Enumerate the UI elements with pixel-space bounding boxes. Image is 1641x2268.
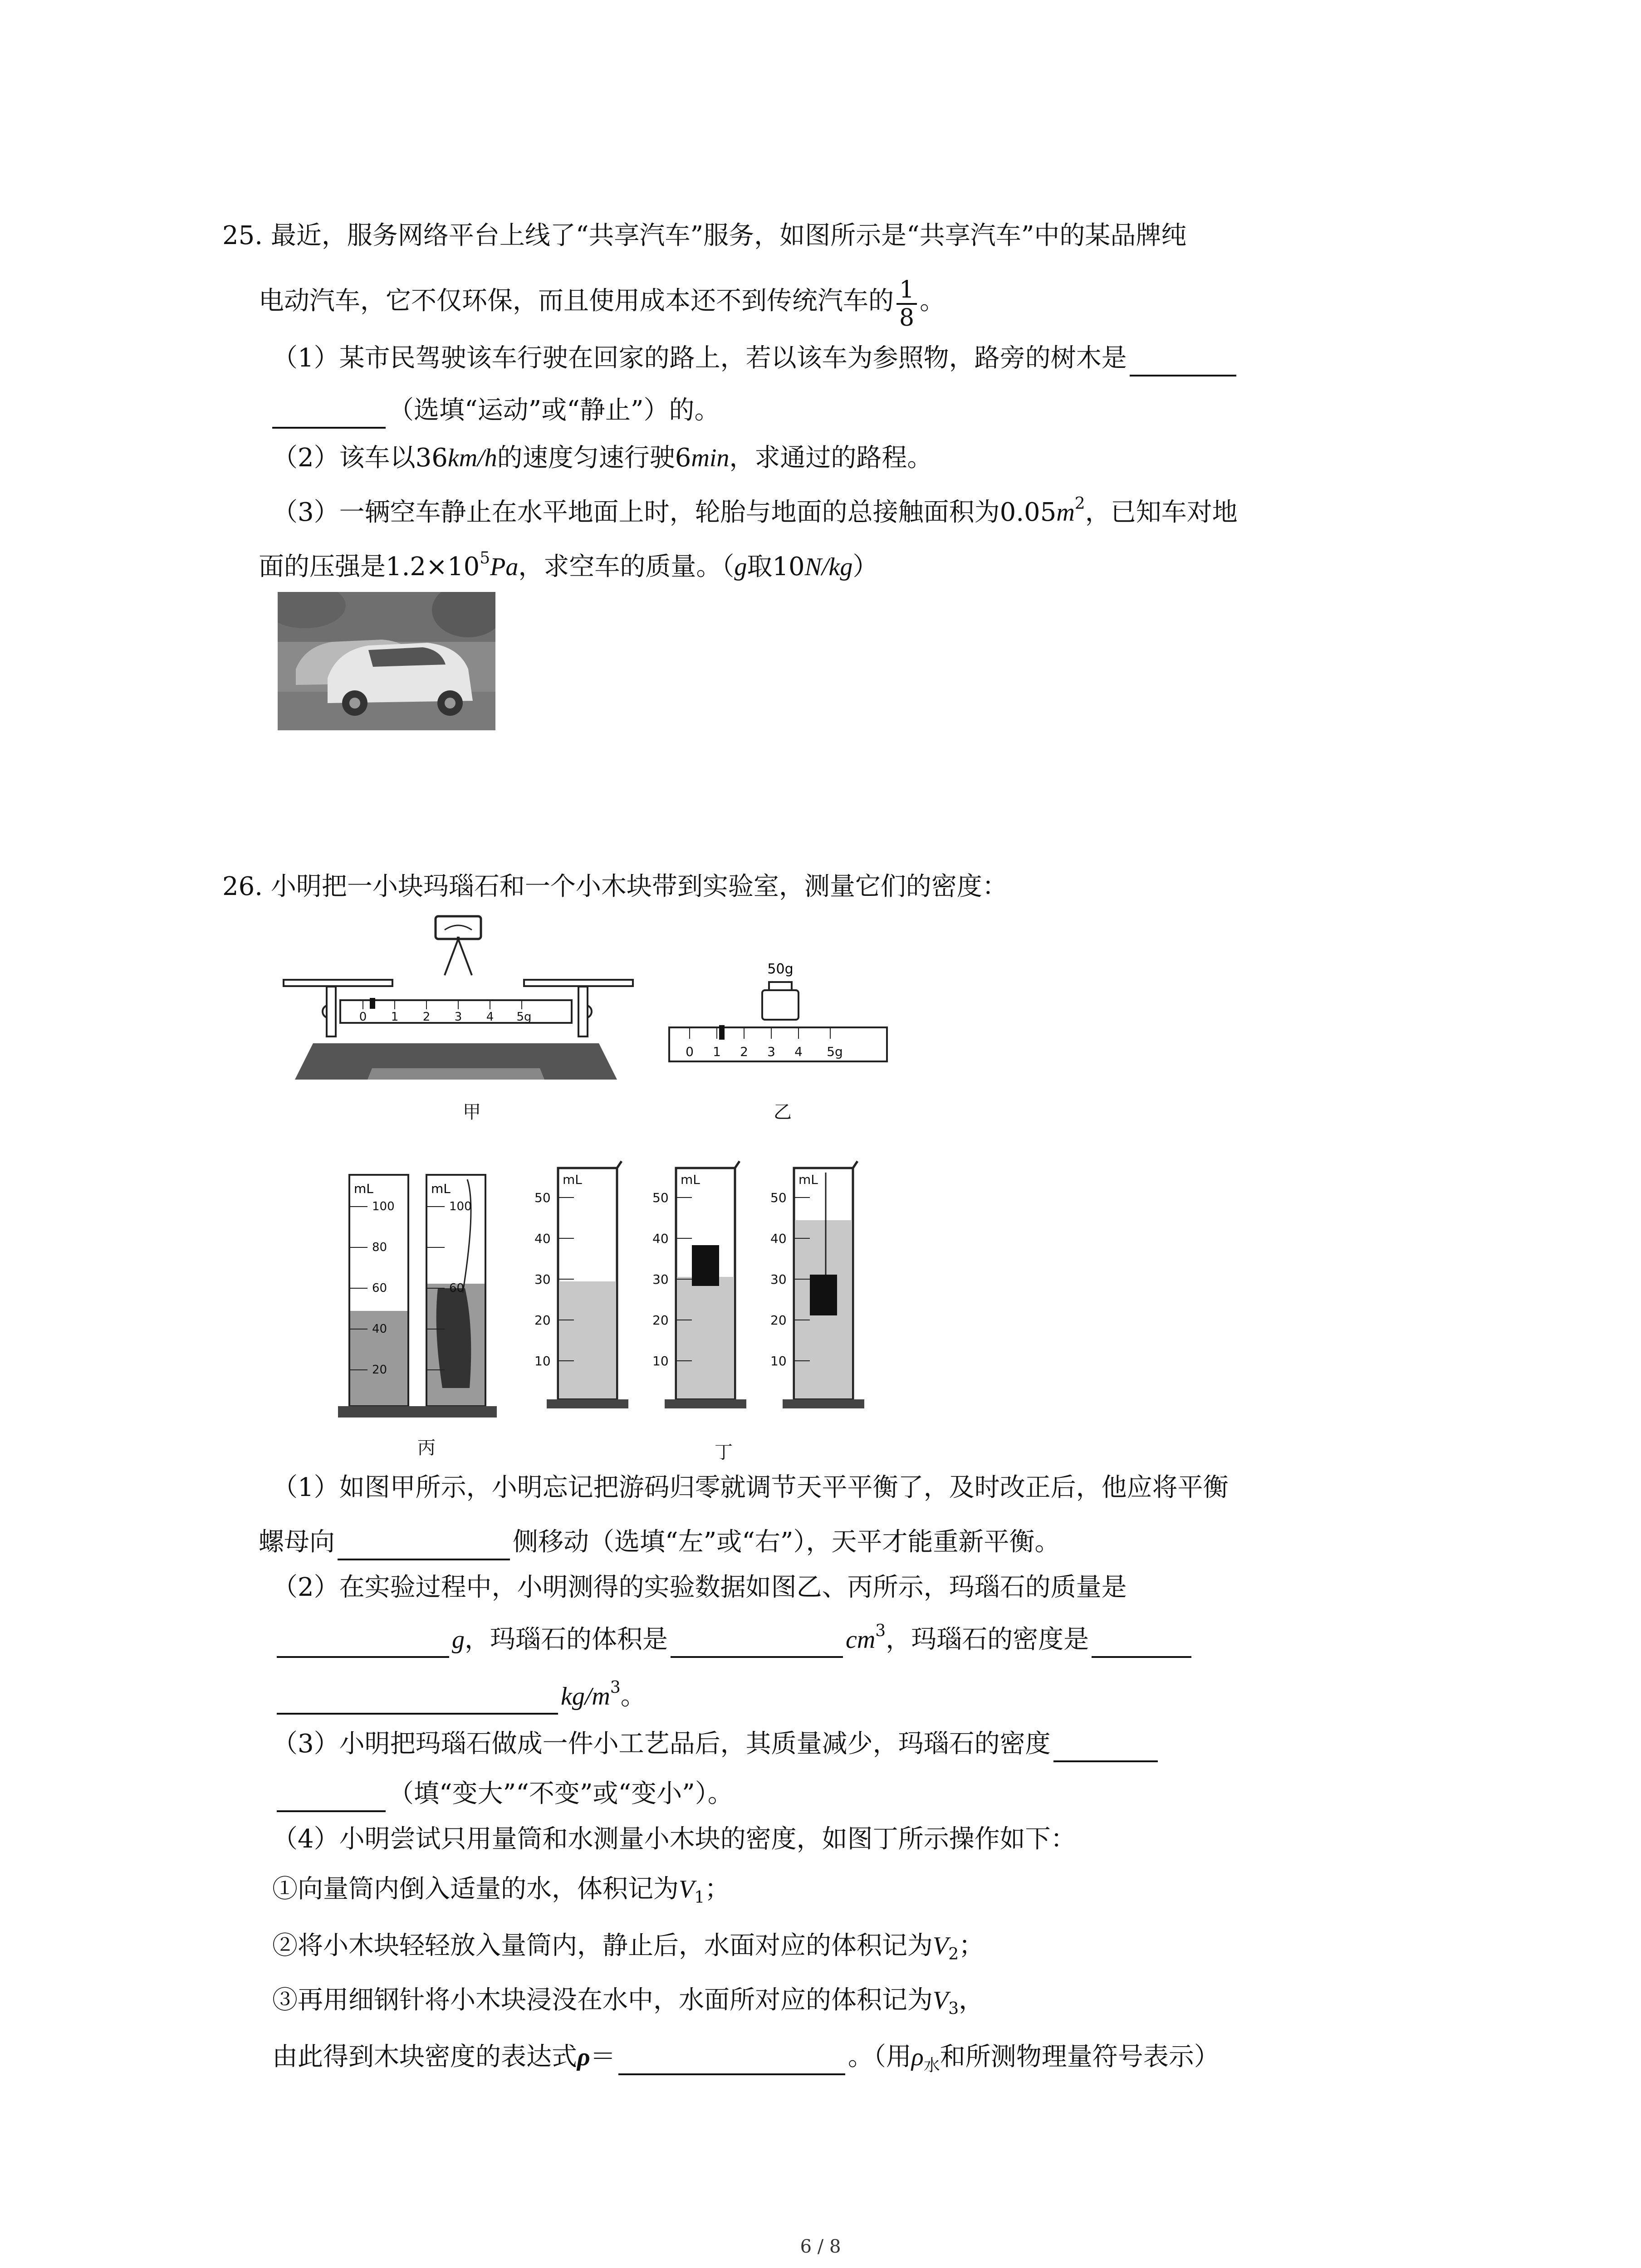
ding-tick-50-c: 50	[770, 1190, 787, 1205]
ding-tick-40-b: 40	[652, 1231, 669, 1246]
cylinders-figure-ding	[531, 1159, 876, 1418]
q25-part-1-cont: （选填“运动”或“静止”）的。	[272, 392, 720, 429]
bing-tick-100: 100	[372, 1200, 395, 1213]
scale-label-4: 4	[486, 1010, 494, 1024]
yi-scale-label-3: 3	[767, 1044, 775, 1059]
q26-part-2: （2）在实验过程中，小明测得的实验数据如图乙、丙所示，玛瑙石的质量是	[272, 1573, 1127, 1602]
answer-blank[interactable]	[671, 1629, 843, 1658]
weight-label: 50g	[767, 961, 794, 977]
yi-scale-label-5: 5g	[827, 1044, 843, 1059]
weight-figure-yi	[667, 957, 903, 1084]
yi-scale-label-2: 2	[740, 1044, 748, 1059]
answer-blank[interactable]	[1053, 1733, 1158, 1762]
fraction-one-eighth: $\frac{1}{8}$	[896, 277, 917, 331]
ding-tick-50: 50	[534, 1190, 551, 1205]
bing-tick-40: 40	[372, 1322, 387, 1336]
q25-part-2: （2）该车以36km/h的速度匀速行驶6min，求通过的路程。	[272, 443, 933, 473]
ding-tick-40: 40	[534, 1231, 551, 1246]
ding-unit-2: mL	[681, 1172, 700, 1187]
yi-scale-label-1: 1	[713, 1044, 721, 1059]
bing-tick-60: 60	[372, 1281, 387, 1295]
yi-scale-label-4: 4	[794, 1044, 803, 1059]
q25-part-1: （1）某市民驾驶该车行驶在回家的路上，若以该车为参照物，路旁的树木是	[272, 340, 1239, 376]
balance-figure-jia	[281, 912, 635, 1093]
q25-part-3-cont: 面的压强是$1.2\times 10^5Pa$，求空车的质量。（g取10N/kg）	[259, 549, 878, 582]
ding-tick-10-b: 10	[652, 1354, 669, 1369]
ding-tick-20-b: 20	[652, 1313, 669, 1328]
answer-blank[interactable]	[618, 2046, 845, 2075]
bing-tick-60-r: 60	[449, 1281, 465, 1295]
scale-label-5: 5g	[516, 1010, 532, 1024]
q26-part-1: （1）如图甲所示，小明忘记把游码归零就调节天平平衡了，及时改正后，他应将平衡	[272, 1473, 1229, 1502]
q26-part-1-cont: 螺母向 侧移动（选填“左”或“右”），天平才能重新平衡。	[259, 1524, 1060, 1560]
ding-cylinder-2	[665, 1161, 746, 1408]
electric-car-photo	[278, 592, 495, 730]
ding-cylinder-1	[547, 1161, 628, 1408]
q26-step-3: ③再用细钢针将小木块浸没在水中，水面所对应的体积记为$V_3$，	[272, 1985, 985, 2018]
answer-blank[interactable]	[1130, 347, 1236, 376]
ding-tick-10: 10	[534, 1354, 551, 1369]
caption-yi: 乙	[774, 1102, 792, 1123]
ding-tick-10-c: 10	[770, 1354, 787, 1369]
answer-blank[interactable]	[338, 1531, 510, 1560]
ding-tick-20: 20	[534, 1313, 551, 1328]
q26-line-1: 26. 小明把一小块玛瑙石和一个小木块带到实验室，测量它们的密度：	[222, 872, 1008, 901]
answer-blank[interactable]	[277, 1629, 449, 1658]
cylinders-figure-bing	[336, 1170, 508, 1424]
ding-tick-30-b: 30	[652, 1272, 669, 1287]
q25-line-1: 25. 最近，服务网络平台上线了“共享汽车”服务，如图所示是“共享汽车”中的某品牌纯	[222, 221, 1187, 250]
q26-part-2-cont: g，玛瑙石的体积是 $cm^3$，玛瑙石的密度是	[259, 1622, 1194, 1658]
answer-blank[interactable]	[1092, 1629, 1191, 1658]
ding-tick-40-c: 40	[770, 1231, 787, 1246]
yi-scale-label-0: 0	[686, 1044, 694, 1059]
ding-tick-30: 30	[534, 1272, 551, 1287]
q26-step-2: ②将小木块轻轻放入量筒内，静止后，水面对应的体积记为$V_2$；	[272, 1931, 985, 1964]
caption-bing: 丙	[417, 1437, 436, 1458]
ding-tick-30-c: 30	[770, 1272, 787, 1287]
bing-tick-80: 80	[372, 1241, 387, 1254]
bing-tick-100-r: 100	[449, 1200, 472, 1213]
answer-blank[interactable]	[277, 1686, 558, 1715]
q26-part-4: （4）小明尝试只用量筒和水测量小木块的密度，如图丁所示操作如下：	[272, 1824, 1076, 1854]
q26-part-3-cont: （填“变大”“不变”或“变小”）。	[259, 1776, 733, 1812]
bing-unit-right: mL	[431, 1181, 451, 1196]
ding-tick-20-c: 20	[770, 1313, 787, 1328]
ding-cylinder-3	[783, 1161, 864, 1408]
ding-unit-3: mL	[798, 1172, 818, 1187]
scale-label-2: 2	[422, 1010, 431, 1024]
caption-jia: 甲	[463, 1102, 481, 1123]
page-number: 6 / 8	[800, 2236, 841, 2257]
q26-part-2-cont2: $kg/m^3$。	[259, 1678, 646, 1715]
ding-tick-50-b: 50	[652, 1190, 669, 1205]
scale-label-3: 3	[454, 1010, 462, 1024]
bing-tick-20: 20	[372, 1363, 387, 1377]
bing-unit-left: mL	[354, 1181, 373, 1196]
q26-part-3: （3）小明把玛瑙石做成一件小工艺品后，其质量减少，玛瑙石的密度	[272, 1726, 1161, 1762]
caption-ding: 丁	[715, 1442, 733, 1463]
q25-line-2: 电动汽车，它不仅环保，而且使用成本还不到传统汽车的 $\frac{1}{8}$ 。	[259, 276, 945, 332]
q26-expression: 由此得到木块密度的表达式ρ＝ 。（用$\rho_水$和所测物理量符号表示）	[272, 2042, 1220, 2075]
ding-unit-1: mL	[563, 1172, 582, 1187]
q25-part-3: （3）一辆空车静止在水平地面上时，轮胎与地面的总接触面积为$0.05m^2$，已知车对地	[272, 494, 1238, 527]
answer-blank[interactable]	[272, 400, 386, 429]
scale-label-1: 1	[391, 1010, 399, 1024]
answer-blank[interactable]	[277, 1783, 386, 1812]
q26-step-1: ①向量筒内倒入适量的水，体积记为$V_1$；	[272, 1874, 730, 1907]
scale-label-0: 0	[359, 1010, 367, 1024]
